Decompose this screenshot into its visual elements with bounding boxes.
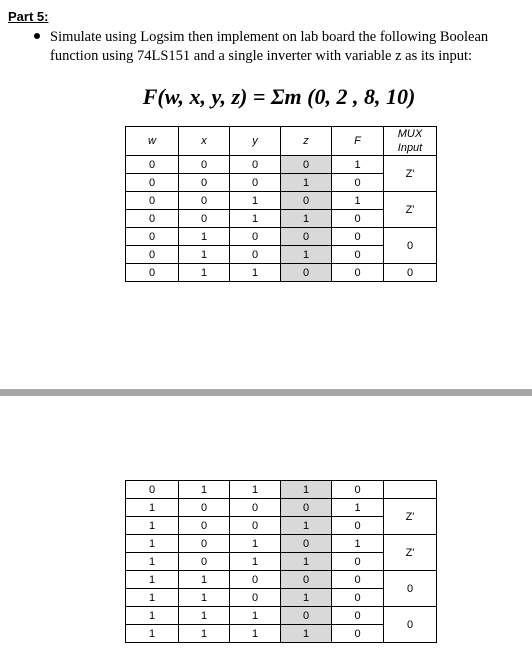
cell-w: 0 bbox=[126, 481, 179, 499]
cell-y: 0 bbox=[230, 517, 281, 535]
cell-f: 1 bbox=[332, 192, 384, 210]
cell-y: 1 bbox=[230, 481, 281, 499]
cell-y: 1 bbox=[230, 607, 281, 625]
cell-w: 1 bbox=[126, 607, 179, 625]
cell-x: 0 bbox=[179, 517, 230, 535]
cell-y: 0 bbox=[230, 246, 281, 264]
truth-table-bottom bbox=[125, 480, 437, 643]
cell-y: 0 bbox=[230, 174, 281, 192]
table-row bbox=[126, 228, 437, 246]
cell-w: 1 bbox=[126, 589, 179, 607]
cell-w: 0 bbox=[126, 192, 179, 210]
table-row bbox=[126, 264, 437, 282]
part-title: Part 5: bbox=[8, 9, 49, 24]
cell-f: 0 bbox=[332, 210, 384, 228]
cell-y: 1 bbox=[230, 553, 281, 571]
cell-z: 0 bbox=[281, 228, 332, 246]
table-row bbox=[126, 192, 437, 210]
header-f: F bbox=[332, 127, 384, 156]
cell-x: 1 bbox=[179, 481, 230, 499]
truth-table-top bbox=[125, 126, 437, 282]
cell-f: 0 bbox=[332, 589, 384, 607]
cell-x: 1 bbox=[179, 571, 230, 589]
cell-mux: Z' bbox=[384, 156, 437, 192]
cell-y: 1 bbox=[230, 210, 281, 228]
header-x: x bbox=[179, 127, 230, 156]
cell-y: 0 bbox=[230, 228, 281, 246]
cell-w: 1 bbox=[126, 499, 179, 517]
cell-w: 0 bbox=[126, 174, 179, 192]
table-header-row bbox=[126, 127, 437, 156]
cell-y: 1 bbox=[230, 264, 281, 282]
cell-y: 0 bbox=[230, 589, 281, 607]
cell-w: 1 bbox=[126, 535, 179, 553]
cell-f: 1 bbox=[332, 535, 384, 553]
cell-mux: Z' bbox=[384, 535, 437, 571]
cell-z: 1 bbox=[281, 246, 332, 264]
header-mux-line1: MUX bbox=[397, 128, 423, 140]
cell-mux bbox=[384, 481, 437, 499]
cell-w: 0 bbox=[126, 228, 179, 246]
cell-x: 0 bbox=[179, 156, 230, 174]
cell-x: 1 bbox=[179, 228, 230, 246]
cell-x: 0 bbox=[179, 499, 230, 517]
cell-f: 1 bbox=[332, 156, 384, 174]
cell-w: 0 bbox=[126, 156, 179, 174]
cell-z: 0 bbox=[281, 571, 332, 589]
cell-x: 0 bbox=[179, 174, 230, 192]
instruction-line-1: Simulate using Logsim then implement on lab board the following Boolean bbox=[50, 29, 489, 45]
cell-y: 1 bbox=[230, 535, 281, 553]
table-row bbox=[126, 607, 437, 625]
cell-f: 0 bbox=[332, 607, 384, 625]
bullet-point bbox=[34, 33, 40, 39]
cell-x: 0 bbox=[179, 535, 230, 553]
cell-y: 0 bbox=[230, 571, 281, 589]
cell-f: 1 bbox=[332, 499, 384, 517]
cell-f: 0 bbox=[332, 625, 384, 643]
instruction-line-2: function using 74LS151 and a single inverter with variable z as its input: bbox=[50, 48, 473, 64]
cell-z: 1 bbox=[281, 481, 332, 499]
table-row bbox=[126, 535, 437, 553]
boolean-equation: F(w, x, y, z) = Σm (0, 2 , 8, 10) bbox=[142, 84, 416, 109]
table-row bbox=[126, 571, 437, 589]
cell-w: 1 bbox=[126, 553, 179, 571]
cell-y: 0 bbox=[230, 499, 281, 517]
page-divider bbox=[0, 389, 532, 396]
header-mux-line2: Input bbox=[397, 142, 423, 154]
cell-f: 0 bbox=[332, 264, 384, 282]
cell-f: 0 bbox=[332, 481, 384, 499]
cell-mux: 0 bbox=[384, 607, 437, 643]
cell-w: 0 bbox=[126, 264, 179, 282]
cell-y: 1 bbox=[230, 625, 281, 643]
cell-x: 1 bbox=[179, 607, 230, 625]
cell-z: 0 bbox=[281, 192, 332, 210]
header-y: y bbox=[230, 127, 281, 156]
cell-x: 1 bbox=[179, 246, 230, 264]
cell-mux: 0 bbox=[384, 264, 437, 282]
cell-w: 1 bbox=[126, 571, 179, 589]
cell-f: 0 bbox=[332, 517, 384, 535]
cell-f: 0 bbox=[332, 571, 384, 589]
cell-f: 0 bbox=[332, 246, 384, 264]
cell-x: 0 bbox=[179, 210, 230, 228]
cell-w: 1 bbox=[126, 625, 179, 643]
cell-z: 1 bbox=[281, 517, 332, 535]
cell-z: 0 bbox=[281, 264, 332, 282]
cell-z: 1 bbox=[281, 553, 332, 571]
cell-mux: 0 bbox=[384, 571, 437, 607]
cell-w: 0 bbox=[126, 210, 179, 228]
cell-mux: Z' bbox=[384, 499, 437, 535]
cell-f: 0 bbox=[332, 174, 384, 192]
cell-x: 0 bbox=[179, 553, 230, 571]
cell-z: 1 bbox=[281, 210, 332, 228]
cell-w: 0 bbox=[126, 246, 179, 264]
cell-z: 0 bbox=[281, 607, 332, 625]
table-row bbox=[126, 499, 437, 517]
cell-z: 1 bbox=[281, 589, 332, 607]
cell-y: 1 bbox=[230, 192, 281, 210]
cell-f: 0 bbox=[332, 228, 384, 246]
cell-x: 1 bbox=[179, 625, 230, 643]
header-w: w bbox=[126, 127, 179, 156]
cell-x: 1 bbox=[179, 264, 230, 282]
cell-z: 0 bbox=[281, 535, 332, 553]
cell-mux: 0 bbox=[384, 228, 437, 264]
cell-x: 0 bbox=[179, 192, 230, 210]
table-row bbox=[126, 156, 437, 174]
cell-f: 0 bbox=[332, 553, 384, 571]
cell-mux: Z' bbox=[384, 192, 437, 228]
table-row bbox=[126, 481, 437, 499]
cell-z: 1 bbox=[281, 174, 332, 192]
cell-z: 0 bbox=[281, 499, 332, 517]
cell-w: 1 bbox=[126, 517, 179, 535]
header-mux-input bbox=[384, 127, 437, 156]
cell-z: 0 bbox=[281, 156, 332, 174]
cell-z: 1 bbox=[281, 625, 332, 643]
header-z: z bbox=[281, 127, 332, 156]
instruction-text bbox=[50, 28, 532, 66]
cell-x: 1 bbox=[179, 589, 230, 607]
cell-y: 0 bbox=[230, 156, 281, 174]
